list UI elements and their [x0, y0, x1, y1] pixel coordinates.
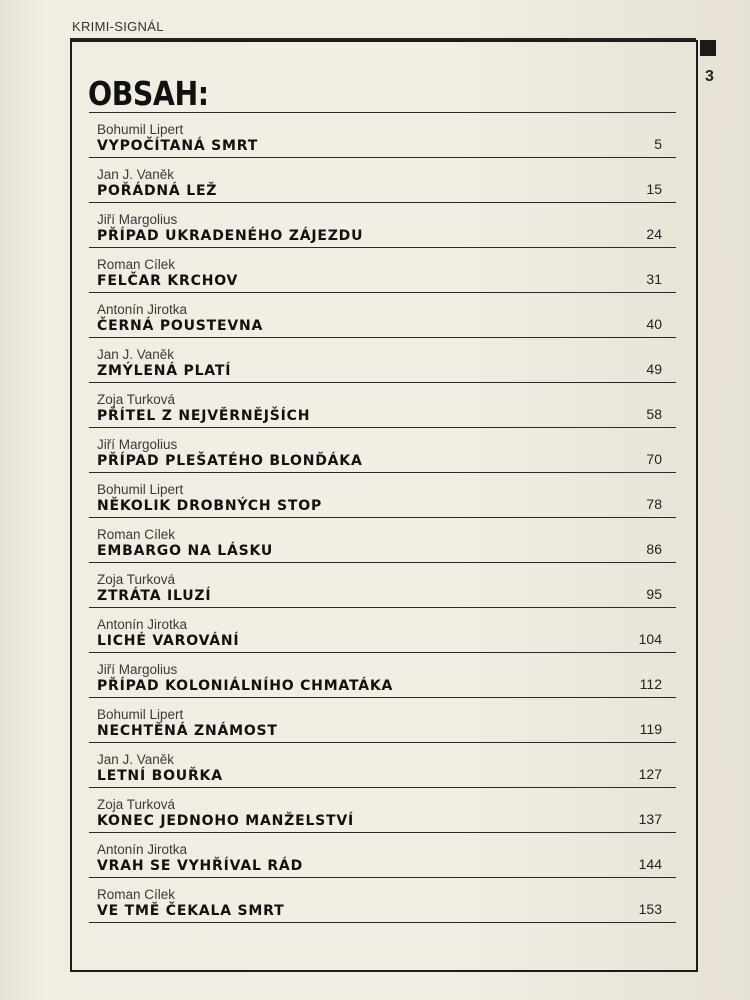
- page-number: 3: [705, 68, 714, 85]
- entry-title: VE TMĚ ČEKALA SMRT: [97, 903, 285, 919]
- entry-title: LETNÍ BOUŘKA: [97, 768, 223, 784]
- entry-page-number: 127: [638, 766, 662, 782]
- entry-title: PŘÍPAD KOLONIÁLNÍHO CHMATÁKA: [97, 678, 394, 694]
- toc-entry: [89, 248, 676, 293]
- entry-author: Roman Cílek: [97, 527, 176, 542]
- toc-entry: [89, 608, 676, 653]
- entry-page-number: 137: [638, 811, 662, 827]
- entry-author: Zoja Turková: [97, 797, 176, 812]
- entry-title: PŘÍTEL Z NEJVĚRNĚJŠÍCH: [97, 408, 311, 424]
- toc-entry: [89, 338, 676, 383]
- running-head: KRIMI-SIGNÁL: [72, 19, 164, 34]
- entry-page-number: 40: [646, 316, 662, 332]
- entry-title: ZTRÁTA ILUZÍ: [97, 588, 212, 604]
- toc-entry: [89, 563, 676, 608]
- toc-entry: [89, 833, 676, 878]
- toc-entry: [89, 743, 676, 788]
- toc-entry: [89, 878, 676, 923]
- entry-page-number: 86: [646, 541, 662, 557]
- entry-page-number: 70: [646, 451, 662, 467]
- toc-entry: [89, 518, 676, 563]
- entry-title: VRAH SE VYHŘÍVAL RÁD: [97, 858, 303, 874]
- entry-title: NĚKOLIK DROBNÝCH STOP: [97, 498, 323, 514]
- toc-entry: [89, 383, 676, 428]
- toc-entry: [89, 293, 676, 338]
- toc-entry: [89, 203, 676, 248]
- entry-page-number: 31: [646, 271, 662, 287]
- corner-marker: [700, 40, 716, 56]
- entry-title: PŘÍPAD UKRADENÉHO ZÁJEZDU: [97, 228, 364, 244]
- entry-title: ZMÝLENÁ PLATÍ: [97, 363, 232, 379]
- entry-author: Jiří Margolius: [97, 212, 178, 227]
- contents-table: [89, 112, 676, 923]
- toc-entry: [89, 698, 676, 743]
- entry-author: Jan J. Vaněk: [97, 752, 175, 767]
- toc-entry: [89, 473, 676, 518]
- entry-title: FELČAR KRCHOV: [97, 273, 239, 289]
- toc-entry: [89, 788, 676, 833]
- entry-page-number: 119: [639, 721, 662, 737]
- entry-page-number: 95: [646, 586, 662, 602]
- entry-page-number: 58: [646, 406, 662, 422]
- entry-author: Bohumil Lipert: [97, 122, 184, 137]
- entry-title: VYPOČÍTANÁ SMRT: [97, 138, 259, 154]
- entry-page-number: 49: [646, 361, 662, 377]
- entry-author: Zoja Turková: [97, 572, 176, 587]
- entry-author: Zoja Turková: [97, 392, 176, 407]
- entry-title: ČERNÁ POUSTEVNA: [97, 318, 264, 334]
- toc-entry: [89, 428, 676, 473]
- entry-page-number: 153: [638, 901, 662, 917]
- toc-entry: [89, 653, 676, 698]
- entry-author: Jiří Margolius: [97, 662, 178, 677]
- entry-author: Jan J. Vaněk: [97, 167, 175, 182]
- entry-author: Jiří Margolius: [97, 437, 178, 452]
- toc-entry: [89, 158, 676, 203]
- entry-page-number: 15: [646, 181, 662, 197]
- entry-author: Bohumil Lipert: [97, 482, 184, 497]
- entry-author: Antonín Jirotka: [97, 302, 188, 317]
- entry-page-number: 78: [646, 496, 662, 512]
- entry-author: Antonín Jirotka: [97, 617, 188, 632]
- entry-page-number: 144: [638, 856, 662, 872]
- entry-author: Antonín Jirotka: [97, 842, 188, 857]
- contents-heading: OBSAH:: [88, 74, 209, 113]
- entry-author: Jan J. Vaněk: [97, 347, 175, 362]
- entry-title: NECHTĚNÁ ZNÁMOST: [97, 723, 278, 739]
- entry-author: Bohumil Lipert: [97, 707, 184, 722]
- entry-title: PŘÍPAD PLEŠATÉHO BLONĎÁKA: [97, 453, 363, 469]
- entry-page-number: 24: [646, 226, 662, 242]
- entry-title: LICHÉ VAROVÁNÍ: [97, 633, 240, 649]
- entry-page-number: 104: [638, 631, 662, 647]
- entry-title: EMBARGO NA LÁSKU: [97, 543, 274, 559]
- entry-title: KONEC JEDNOHO MANŽELSTVÍ: [97, 813, 355, 829]
- entry-page-number: 5: [654, 136, 662, 152]
- toc-entry: [89, 113, 676, 158]
- entry-title: POŘÁDNÁ LEŽ: [97, 183, 218, 199]
- entry-author: Roman Cílek: [97, 887, 176, 902]
- entry-page-number: 112: [639, 676, 662, 692]
- entry-author: Roman Cílek: [97, 257, 176, 272]
